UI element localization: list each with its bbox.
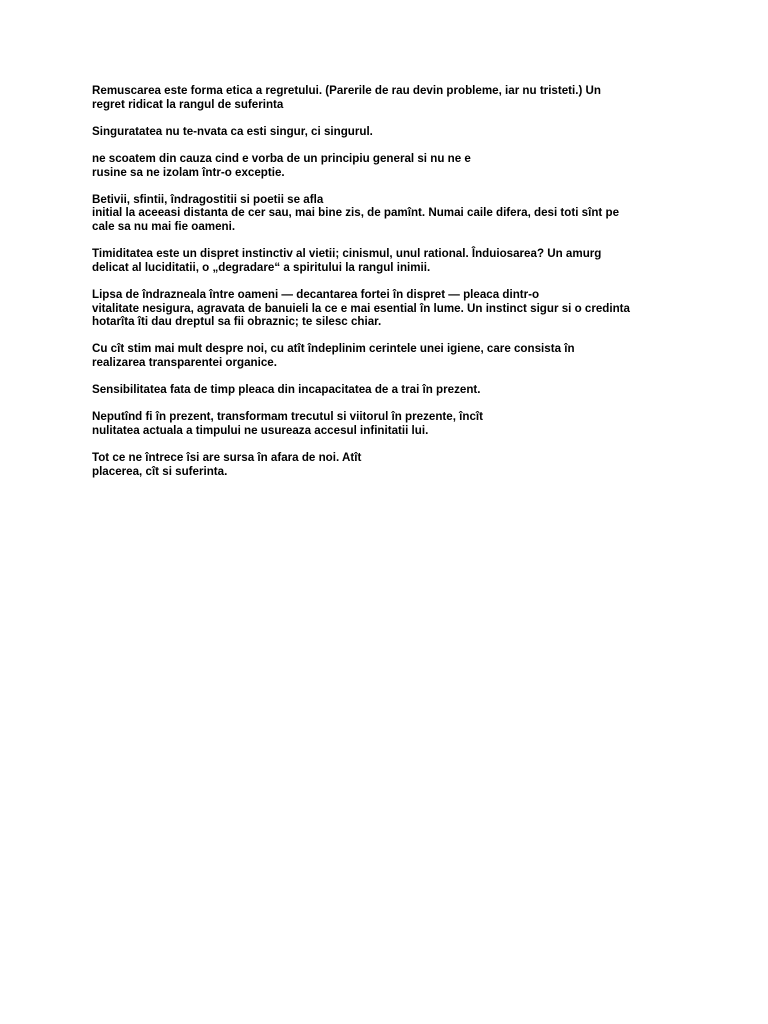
- text-line: realizarea transparentei organice.: [92, 355, 277, 369]
- text-line: nulitatea actuala a timpului ne usureaza accesul infinitatii lui.: [92, 423, 429, 437]
- text-line: initial la aceeasi distanta de cer sau, mai bine zis, de pamînt. Numai caile difera, desi toti sînt pe: [92, 206, 620, 220]
- text-line: Lipsa de îndrazneala între oameni — decantarea fortei în dispret — pleaca dintr-o: [92, 287, 540, 301]
- paragraph-sensibilitatea: [92, 383, 692, 397]
- text-line: vitalitate nesigura, agravata de banuieli la ce e mai esential în lume. Un instinct sigur si o credinta: [92, 301, 630, 315]
- text-line: rusine sa ne izolam într-o exceptie.: [92, 165, 285, 179]
- paragraph-timiditatea: [92, 247, 692, 274]
- text-line: placerea, cît si suferinta.: [92, 464, 228, 478]
- text-line: cale sa nu mai fie oameni.: [92, 219, 236, 233]
- paragraph-tot-ce-ne-intrece: [92, 451, 692, 478]
- text-line: hotarîta îti dau dreptul sa fii obraznic; te silesc chiar.: [92, 315, 382, 329]
- text-line: Tot ce ne întrece îsi are sursa în afara de noi. Atît: [92, 451, 362, 465]
- paragraph-singuratatea: [92, 125, 692, 139]
- text-line: Singuratatea nu te-nvata ca esti singur, ci singurul.: [92, 124, 373, 138]
- text-line: delicat al luciditatii, o „degradare“ a spiritului la rangul inimii.: [92, 260, 431, 274]
- text-line: ne scoatem din cauza cind e vorba de un principiu general si nu ne e: [92, 151, 471, 165]
- paragraph-betivii: [92, 193, 692, 234]
- text-line: Sensibilitatea fata de timp pleaca din incapacitatea de a trai în prezent.: [92, 383, 481, 397]
- paragraph-lipsa-de-indrazneala: [92, 288, 692, 329]
- paragraph-neputind: [92, 410, 692, 437]
- text-line: Cu cît stim mai mult despre noi, cu atît îndeplinim cerintele unei igiene, care consista în: [92, 342, 575, 356]
- paragraph-principiu: [92, 152, 692, 179]
- text-line: regret ridicat la rangul de suferinta: [92, 97, 284, 111]
- text-line: Betivii, sfintii, îndragostitii si poetii se afla: [92, 192, 324, 206]
- text-line: Timiditatea este un dispret instinctiv al vietii; cinismul, unul rational. Înduiosarea? Un amurg: [92, 247, 602, 261]
- text-line: Remuscarea este forma etica a regretului. (Parerile de rau devin probleme, iar nu tristeti.) Un: [92, 84, 602, 97]
- paragraph-igiene: [92, 342, 692, 369]
- document-body: [92, 84, 692, 492]
- text-line: Neputînd fi în prezent, transformam trecutul si viitorul în prezente, încît: [92, 410, 484, 424]
- paragraph-remuscarea: [92, 84, 692, 111]
